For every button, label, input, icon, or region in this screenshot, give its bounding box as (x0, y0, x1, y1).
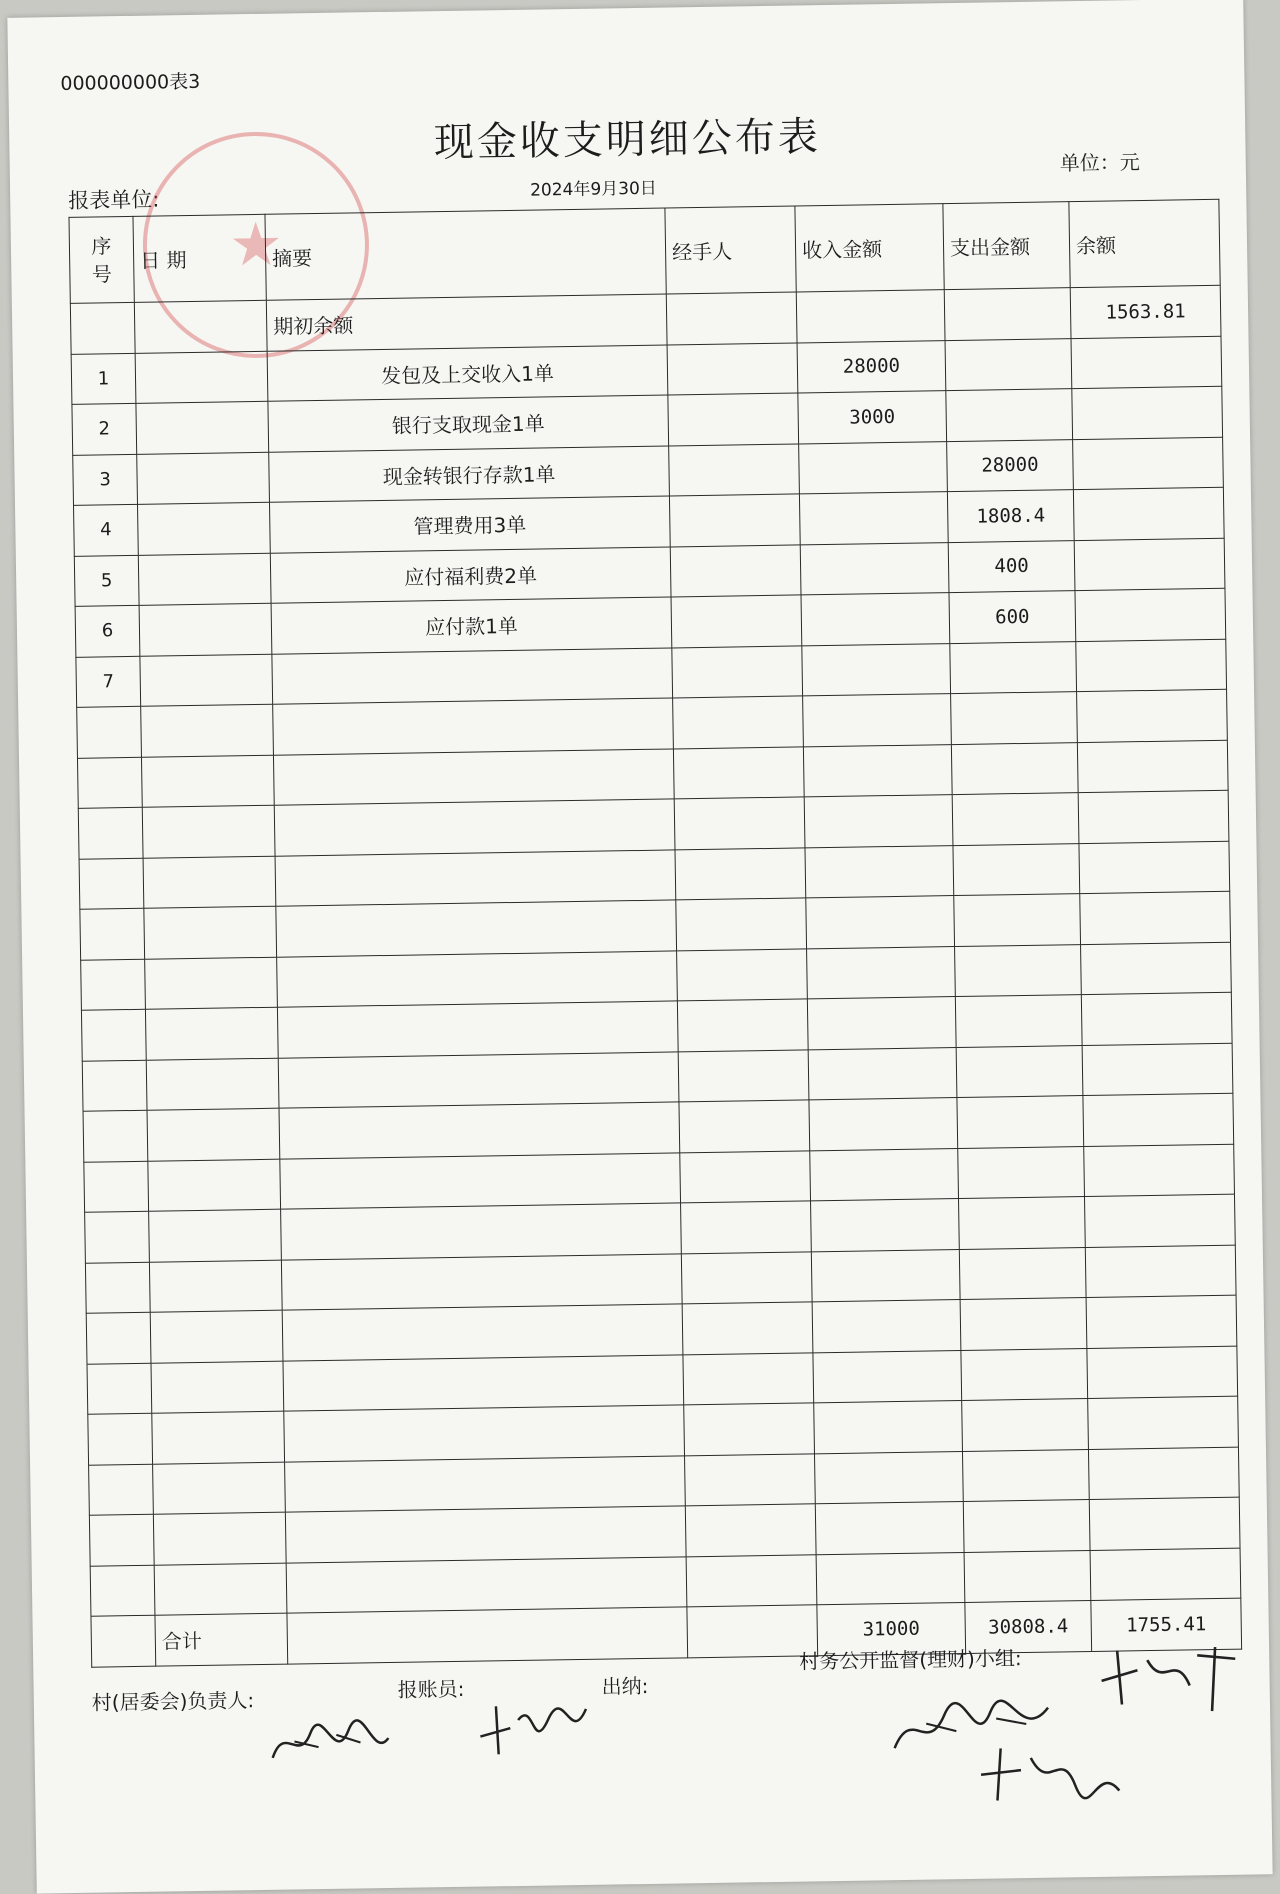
cell-expense (963, 1500, 1090, 1552)
cell-summary: 管理费用3单 (269, 496, 670, 553)
cell-income (796, 290, 945, 343)
cell-expense (945, 338, 1072, 390)
cell-date (148, 1159, 281, 1212)
cell-handler (667, 342, 798, 395)
cell-balance (1078, 790, 1229, 843)
cell-balance (1074, 538, 1225, 591)
cell-handler (671, 595, 802, 648)
cell-expense (958, 1146, 1085, 1198)
cell-date (140, 654, 273, 707)
cell-balance (1077, 689, 1228, 742)
cell-expense: 400 (948, 540, 1075, 592)
cell-handler (686, 1554, 817, 1607)
cell-handler (675, 847, 806, 900)
cell-summary (286, 1556, 687, 1613)
cell-seq: 6 (75, 605, 140, 656)
cell-summary (277, 950, 678, 1007)
cell-handler (673, 746, 804, 799)
cell-summary (281, 1253, 682, 1310)
cell-seq: 5 (74, 555, 139, 606)
cell-income (799, 492, 948, 545)
cell-date (145, 1007, 278, 1060)
official-seal-stamp: ★ (141, 130, 371, 360)
cell-balance (1075, 588, 1226, 641)
cell-summary (283, 1354, 684, 1411)
cell-date (153, 1462, 286, 1515)
cell-seq (81, 1009, 146, 1060)
cell-balance (1077, 740, 1228, 793)
cell-handler (673, 696, 804, 749)
cell-seq (81, 959, 146, 1010)
cell-handler (681, 1251, 812, 1304)
cell-expense (962, 1399, 1089, 1451)
cell-handler (676, 898, 807, 951)
cell-income (815, 1501, 964, 1554)
cell-date (138, 502, 271, 555)
cell-handler (678, 1049, 809, 1102)
cell-seq (87, 1363, 152, 1414)
cell-date (143, 856, 276, 909)
village-head-signature (264, 1704, 395, 1776)
cell-expense (957, 1096, 1084, 1148)
reporting-unit-label: 报表单位: (68, 187, 160, 213)
cell-handler (666, 292, 797, 345)
opening-balance-value: 1563.81 (1070, 285, 1221, 338)
cell-date (141, 755, 274, 808)
cell-income (804, 795, 953, 848)
document-title: 现金收支明细公布表 (433, 114, 822, 167)
cell-seq (79, 858, 144, 909)
cell-summary (274, 799, 675, 856)
village-head-label: 村(居委会)负责人: (91, 1688, 255, 1715)
cell-summary (279, 1102, 680, 1159)
cell-date (149, 1260, 282, 1313)
cell-expense (964, 1550, 1091, 1602)
cell-handler (684, 1403, 815, 1456)
cell-summary (285, 1455, 686, 1512)
cell-date (150, 1310, 283, 1363)
cell-income (811, 1249, 960, 1302)
cell-income (809, 1098, 958, 1151)
cell-seq (82, 1060, 147, 1111)
cell-summary: 应付款1单 (271, 597, 672, 654)
cell-seq: 7 (76, 656, 141, 707)
cell-income (814, 1451, 963, 1504)
cell-expense: 600 (949, 591, 1076, 643)
cell-summary (280, 1152, 681, 1209)
cell-expense: 1808.4 (947, 490, 1074, 542)
cash-ledger-table (68, 199, 1242, 1667)
cell-date (153, 1512, 286, 1565)
cashier-label: 出纳: (601, 1673, 649, 1699)
cell-expense (944, 288, 1071, 340)
cell-date (139, 603, 272, 656)
cell-seq (83, 1110, 148, 1161)
cell-seq (88, 1413, 153, 1464)
cell-summary (284, 1405, 685, 1462)
cell-date (135, 351, 268, 404)
cell-handler (681, 1201, 812, 1254)
header-date: 日 期 (133, 214, 266, 302)
cell-summary (276, 900, 677, 957)
cell-summary (273, 698, 674, 755)
cell-handler (677, 999, 808, 1052)
cell-summary: 银行支取现金1单 (268, 395, 669, 452)
cell-seq (78, 807, 143, 858)
cell-balance (1089, 1497, 1240, 1550)
cell-balance (1087, 1346, 1238, 1399)
cell-expense (946, 389, 1073, 441)
cell-seq (89, 1464, 154, 1515)
cell-expense (953, 843, 1080, 895)
cell-handler (670, 544, 801, 597)
cell-seq: 2 (72, 403, 137, 454)
cell-seq: 4 (74, 504, 139, 555)
cell-balance (1081, 992, 1232, 1045)
cell-balance (1090, 1548, 1241, 1601)
cell-seq (85, 1262, 150, 1313)
cell-handler (672, 645, 803, 698)
cell-summary: 现金转银行存款1单 (269, 445, 670, 502)
cell-income: 3000 (798, 391, 947, 444)
cell-expense (962, 1449, 1089, 1501)
cell-balance (1082, 1043, 1233, 1096)
cell-income (803, 744, 952, 797)
signature-area (33, 1638, 1272, 1857)
cell-date (146, 1058, 279, 1111)
cell-handler (669, 494, 800, 547)
header-summary: 摘要 (265, 208, 666, 300)
cell-seq (90, 1565, 155, 1616)
cell-date (134, 300, 267, 353)
cell-summary (273, 748, 674, 805)
cell-date (136, 401, 269, 454)
cell-handler (685, 1504, 816, 1557)
cell-summary (285, 1506, 686, 1563)
cell-balance (1084, 1144, 1235, 1197)
cell-income (807, 946, 956, 999)
cell-income (799, 441, 948, 494)
cell-handler (683, 1352, 814, 1405)
cell-expense (951, 692, 1078, 744)
cell-income (806, 896, 955, 949)
cell-seq (85, 1211, 150, 1262)
cell-handler (682, 1302, 813, 1355)
cell-date (147, 1108, 280, 1161)
bookkeeper-signature (474, 1689, 595, 1763)
bookkeeper-label: 报账员: (397, 1676, 465, 1702)
supervision-group-label: 村务公开监督(理财)小组: (799, 1646, 1022, 1674)
cell-seq (80, 908, 145, 959)
total-label: 合计 (155, 1613, 288, 1666)
cell-balance (1088, 1396, 1239, 1449)
cell-summary (282, 1304, 683, 1361)
header-income: 收入金额 (795, 204, 944, 292)
cell-seq (77, 757, 142, 808)
cell-income (801, 593, 950, 646)
cell-date (138, 553, 271, 606)
cell-expense (951, 742, 1078, 794)
cell-date (142, 805, 275, 858)
cell-expense (960, 1298, 1087, 1350)
cell-balance (1073, 487, 1224, 540)
cell-summary (278, 1051, 679, 1108)
cell-income (814, 1401, 963, 1454)
cell-income (811, 1199, 960, 1252)
supervisor-signature-3 (974, 1732, 1125, 1814)
form-code: 000000000表3 (60, 70, 201, 95)
cell-summary (281, 1203, 682, 1260)
cell-expense (955, 944, 1082, 996)
cell-balance (1088, 1447, 1239, 1500)
cell-seq: 1 (71, 353, 136, 404)
cell-seq (70, 302, 135, 353)
cell-date (144, 906, 277, 959)
document-sheet (7, 0, 1272, 1894)
cell-balance (1081, 942, 1232, 995)
cell-date (137, 452, 270, 505)
opening-balance-label: 期初余额 (266, 294, 667, 351)
cell-balance (1071, 336, 1222, 389)
cell-balance (1073, 437, 1224, 490)
cell-handler (677, 948, 808, 1001)
header-handler: 经手人 (665, 206, 796, 294)
report-date: 2024年9月30日 (529, 178, 657, 201)
cell-seq (84, 1161, 149, 1212)
cell-balance (1085, 1245, 1236, 1298)
cell-handler (674, 797, 805, 850)
cell-balance (1080, 891, 1231, 944)
cell-summary: 应付福利费2单 (270, 546, 671, 603)
cell-summary (272, 647, 673, 704)
total-balance: 1755.41 (1091, 1598, 1242, 1651)
cell-income (805, 845, 954, 898)
cell-handler (669, 443, 800, 496)
cell-balance (1083, 1093, 1234, 1146)
cell-expense (952, 793, 1079, 845)
cell-seq (89, 1514, 154, 1565)
cell-seq (77, 706, 142, 757)
cell-expense: 28000 (947, 439, 1074, 491)
cell-seq: 3 (73, 454, 138, 505)
cell-income (808, 1047, 957, 1100)
total-income: 31000 (817, 1602, 966, 1655)
cell-income (812, 1300, 961, 1353)
cell-income (802, 643, 951, 696)
cell-balance (1079, 841, 1230, 894)
cell-expense (959, 1197, 1086, 1249)
cell-summary: 发包及上交收入1单 (267, 345, 668, 402)
cell-expense (950, 641, 1077, 693)
cell-expense (961, 1348, 1088, 1400)
cell-date (149, 1209, 282, 1262)
cell-handler (679, 1100, 810, 1153)
cell-income (803, 694, 952, 747)
cell-balance (1076, 639, 1227, 692)
currency-unit-label: 单位：元 (1059, 150, 1140, 176)
cell-expense (956, 1045, 1083, 1097)
cell-income (807, 997, 956, 1050)
supervisor-signature-1 (1093, 1639, 1244, 1721)
header-seq: 序 号 (69, 216, 134, 303)
cell-handler (668, 393, 799, 446)
header-expense: 支出金额 (943, 202, 1070, 290)
cell-expense (954, 894, 1081, 946)
total-expense: 30808.4 (965, 1600, 1092, 1652)
header-balance: 余额 (1069, 199, 1220, 287)
cell-balance (1086, 1295, 1237, 1348)
cell-income (800, 542, 949, 595)
cell-summary (275, 849, 676, 906)
cell-balance (1084, 1194, 1235, 1247)
cell-date (145, 957, 278, 1010)
cell-income (813, 1350, 962, 1403)
cell-income: 28000 (797, 340, 946, 393)
cell-expense (959, 1247, 1086, 1299)
cell-balance (1072, 386, 1223, 439)
cell-date (154, 1563, 287, 1616)
cell-handler (685, 1453, 816, 1506)
cell-expense (955, 995, 1082, 1047)
cell-income (810, 1148, 959, 1201)
cell-income (816, 1552, 965, 1605)
cell-handler (680, 1150, 811, 1203)
cell-summary (277, 1001, 678, 1058)
cell-date (141, 704, 274, 757)
cell-date (151, 1361, 284, 1414)
cell-seq (86, 1312, 151, 1363)
cell-date (152, 1411, 285, 1464)
